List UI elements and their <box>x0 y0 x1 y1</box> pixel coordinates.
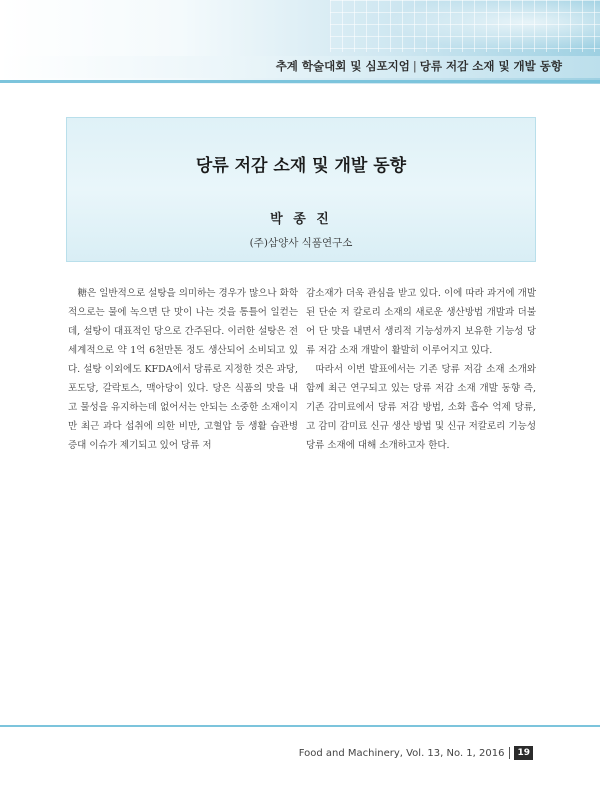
page-header-banner <box>0 0 600 84</box>
title-box <box>66 117 536 262</box>
page-footer <box>299 746 533 760</box>
paragraph: 따라서 이번 발표에서는 기존 당류 저감 소재 소개와 함께 최근 연구되고 있는 당류 저감 소재 개발 동향 즉, 기존 감미료에서 당류 저감 방법, 소화 흡수 억제 당류, 고 감미 감미료 신규 생산 방법 및 신규 저칼로리 기능성 당류 소재에 대해 소개하고자 한다. <box>306 364 536 451</box>
paragraph: 감소재가 더욱 관심을 받고 있다. 이에 따라 과거에 개발된 단순 저 칼로리 소재의 새로운 생산방법 개발과 더불어 단 맛을 내면서 생리적 기능성까지 보유한 기능성 당류 저감 소재 개발이 활발히 이루어지고 있다. <box>306 288 536 356</box>
article-affiliation: (주)삼양사 식품연구소 <box>249 237 353 249</box>
running-head-topic: 당류 저감 소재 및 개발 동향 <box>419 59 562 73</box>
article-author: 박 종 진 <box>270 212 332 227</box>
body-column-left <box>68 284 298 455</box>
header-glow-decoration <box>360 0 600 56</box>
running-head-separator: | <box>412 59 417 73</box>
footer-divider <box>509 747 510 759</box>
journal-citation: Food and Machinery, Vol. 13, No. 1, 2016 <box>298 747 505 759</box>
footer-rule <box>0 725 600 727</box>
body-column-right <box>306 284 536 455</box>
page-number: 19 <box>514 746 533 760</box>
running-head <box>276 58 562 74</box>
header-rule <box>0 80 600 83</box>
running-head-section: 추계 학술대회 및 심포지엄 <box>275 59 410 73</box>
paragraph: 糖은 일반적으로 설탕을 의미하는 경우가 많으나 화학적으로는 물에 녹으면 단 맛이 나는 것을 통틀어 일컫는데, 설탕이 대표적인 당으로 간주된다. 이러한 설탕은 전 세계적으로 약 1억 6천만톤 정도 생산되어 소비되고 있다. 설탕 이외에도 KFDA에서 당류로 지정한 것은 과당, 포도당, 갈락토스, 맥아당이 있다. 당은 식품의 맛을 내고 물성을 유지하는데 없어서는 안되는 소중한 소재이지만 최근 과다 섭취에 의한 비만, 고혈압 등 생활 습관병 증대 이슈가 제기되고 있어 당류 저 <box>68 288 298 451</box>
article-title: 당류 저감 소재 및 개발 동향 <box>195 156 407 176</box>
